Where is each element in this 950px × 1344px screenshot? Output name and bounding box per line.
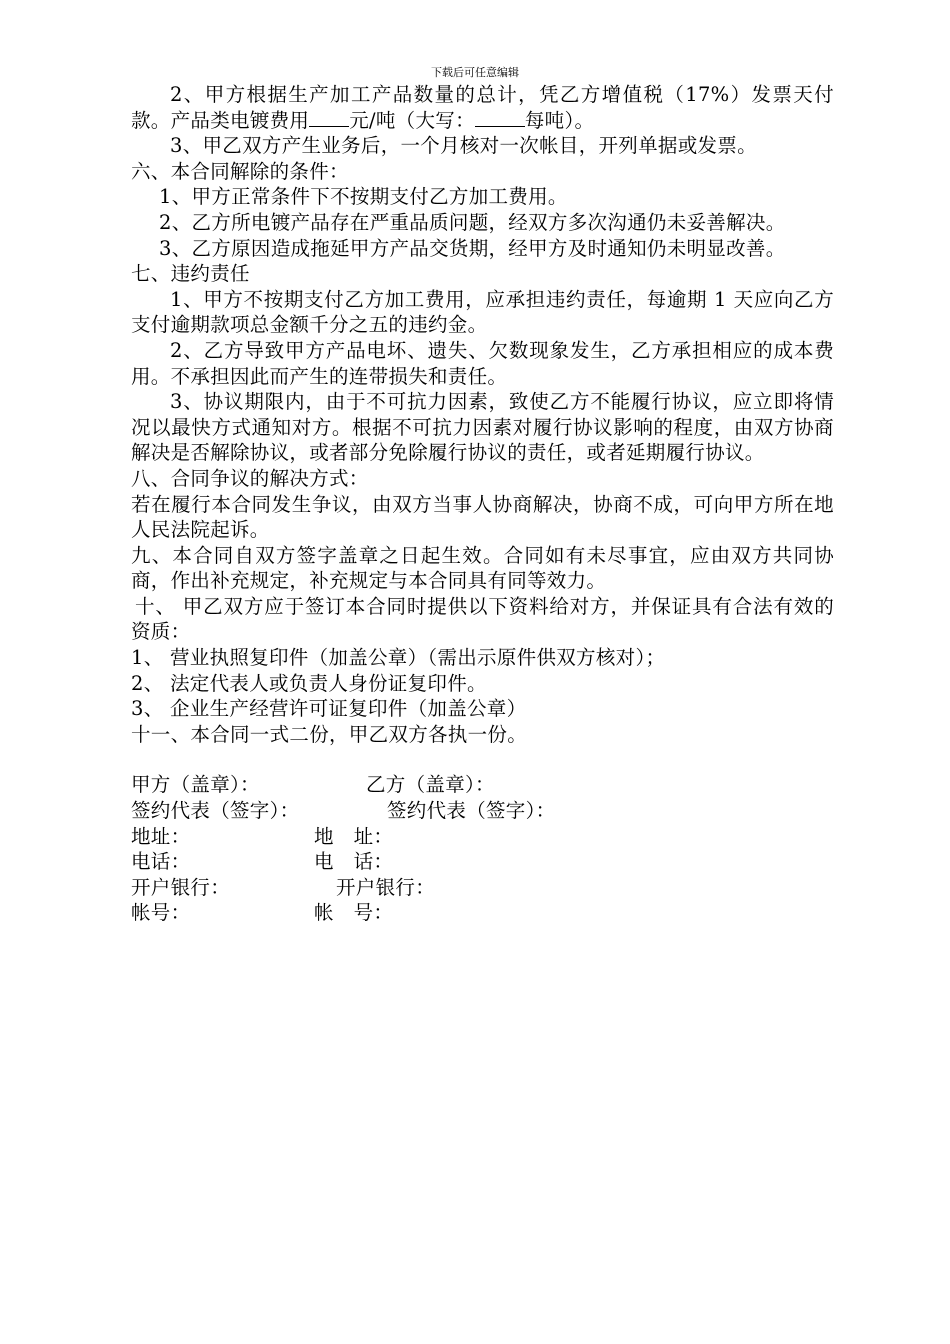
signature-row-rep: [131, 798, 834, 824]
section-8-title: 八、合同争议的解决方式：: [131, 466, 369, 490]
payment-text-2: ）发票天付款。产品类电镀费用: [131, 83, 834, 132]
signature-row-account: [131, 900, 834, 926]
party-a-seal-label: 甲方（盖章）：: [131, 773, 260, 797]
section-10-item: 1、 营业执照复印件（加盖公章）（需出示原件供双方核对）；: [131, 646, 666, 670]
party-b-rep-label: 签约代表（签字）：: [387, 799, 556, 823]
billing-clause: 3、甲乙双方产生业务后，一个月核对一次帐目，开列单据或发票。: [170, 134, 757, 158]
section-7-item: 3、协议期限内，由于不可抗力因素，致使乙方不能履行协议，应立即将情况以最快方式通知对方。根据不可抗力因素对履行协议影响的程度，由双方协商解决是否解除协议，或者部分免除履行协议的责任，或者延期履行协议。: [131, 390, 834, 465]
party-a-phone-label: 电话：: [131, 850, 191, 874]
section-10-item: 2、 法定代表人或负责人身份证复印件。: [131, 671, 487, 695]
section-10-title: 十、 甲乙双方应于签订本合同时提供以下资料给对方，并保证具有合法有效的资质：: [131, 594, 834, 644]
party-a-account-label: 帐号：: [131, 901, 191, 925]
party-b-account-label: 帐 号：: [314, 901, 394, 925]
section-6-item: 3、乙方原因造成拖延甲方产品交货期，经甲方及时通知仍未明显改善。: [159, 236, 786, 260]
page-header: 下载后可任意编辑: [431, 66, 519, 79]
price-uppercase-blank[interactable]: [475, 108, 525, 127]
signature-row-bank: [131, 875, 834, 901]
party-b-seal-label: 乙方（盖章）：: [366, 773, 495, 797]
section-9: 九、本合同自双方签字盖章之日起生效。合同如有未尽事宜，应由双方共同协商，作出补充规定，补充规定与本合同具有同等效力。: [131, 543, 834, 593]
signature-row-phone: [131, 849, 834, 875]
party-b-address-label: 地 址：: [314, 824, 394, 848]
section-10-item: 3、 企业生产经营许可证复印件（加盖公章）: [131, 697, 527, 721]
signature-row-seal: [131, 772, 834, 798]
section-6-item: 1、甲方正常条件下不按期支付乙方加工费用。: [159, 185, 568, 209]
party-a-bank-label: 开户银行：: [131, 875, 231, 899]
section-8-text: 若在履行本合同发生争议，由双方当事人协商解决，协商不成，可向甲方所在地人民法院起诉。: [131, 492, 834, 542]
section-7-title: 七、违约责任: [131, 262, 250, 286]
payment-clause: [131, 82, 834, 133]
price-tail: 每吨）。: [524, 108, 595, 132]
price-unit: 元/吨（大写：: [349, 108, 475, 132]
section-6-item: 2、乙方所电镀产品存在严重品质问题，经双方多次沟通仍未妥善解决。: [159, 210, 786, 234]
signature-row-address: [131, 824, 834, 850]
party-a-rep-label: 签约代表（签字）：: [131, 799, 300, 823]
section-7-item: 2、乙方导致甲方产品电坏、遗失、欠数现象发生，乙方承担相应的成本费用。不承担因此而产生的连带损失和责任。: [131, 338, 834, 388]
party-b-bank-label: 开户银行：: [336, 875, 436, 899]
payment-text-1: 2、甲方根据生产加工产品数量的总计，凭乙方增值税（: [170, 83, 686, 106]
spacer: [131, 747, 834, 772]
section-11: 十一、本合同一式二份，甲乙双方各执一份。: [131, 722, 528, 746]
section-7-item: 1、甲方不按期支付乙方加工费用，应承担违约责任，每逾期 1 天应向乙方支付逾期款项总金额千分之五的违约金。: [131, 287, 834, 337]
party-b-phone-label: 电 话：: [314, 850, 394, 874]
price-blank[interactable]: [309, 108, 349, 127]
tax-rate: 17%: [685, 83, 730, 106]
party-a-address-label: 地址：: [131, 824, 191, 848]
contract-body: [131, 82, 834, 926]
section-6-title: 六、本合同解除的条件：: [131, 159, 349, 183]
